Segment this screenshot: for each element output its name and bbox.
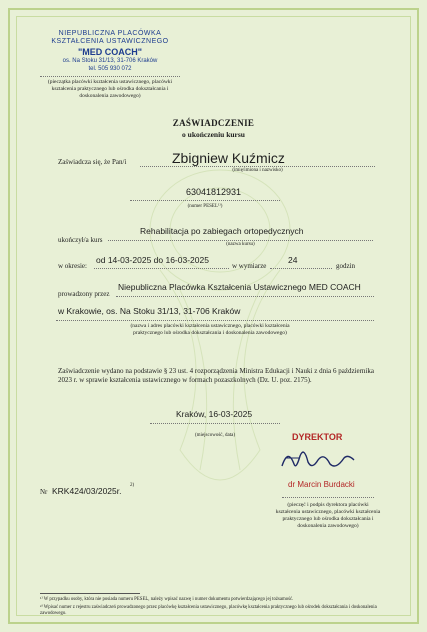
place-date-value: Kraków, 16-03-2025: [176, 409, 253, 419]
organizer-address-dotted-line: [56, 320, 374, 321]
number-label: Nr: [40, 488, 48, 496]
course-label: ukończył/a kurs: [58, 236, 103, 244]
organizer-label: prowadzony przez: [58, 290, 110, 298]
footnote-2: ²⁾ Wpisać numer z rejestru zaświadczeń prowadzonego przez placówkę kształcenia ustawicznego, placówkę kształcenia praktycznego lub ośrodek dokształcania i doskonalenia zawodowego.: [40, 605, 377, 617]
certificate-subtitle: o ukończeniu kursu: [182, 130, 245, 139]
period-dotted-line: [94, 268, 229, 269]
director-name: dr Marcin Burdacki: [288, 480, 355, 489]
place-date-hint: (miejscowość, data): [195, 433, 235, 438]
footnote-separator: [40, 593, 140, 594]
header-phone: tel. 505 930 072: [88, 66, 132, 72]
number-value: KRK424/03/2025r.: [52, 486, 122, 496]
organizer-name: Niepubliczna Placówka Kształcenia Ustawicznego MED COACH: [118, 282, 361, 292]
course-hint: (nazwa kursu): [226, 242, 255, 247]
footnote-1: ¹⁾ W przypadku osoby, która nie posiada numeru PESEL, należy wpisać nazwę i numer dokumentu potwierdzającego jej tożsamość.: [40, 597, 294, 602]
pesel-hint: (numer PESEL¹⁾): [187, 204, 223, 209]
course-name: Rehabilitacja po zabiegach ortopedycznych: [140, 226, 304, 236]
organizer-dotted-line: [116, 296, 374, 297]
header-organization-name: "MED COACH": [77, 47, 143, 57]
organizer-hint: (nazwa i adres placówki kształcenia ustawicznego, placówki kształcenia praktycznego lub ośrodka dokształcania i doskonalenia zawodowego): [130, 323, 290, 336]
hours-dotted-line: [270, 268, 332, 269]
pesel-value: 63041812931: [186, 187, 242, 197]
organizer-address: w Krakowie, os. Na Stoku 31/13, 31-706 Kraków: [58, 306, 241, 316]
hours-label: w wymiarze: [232, 262, 267, 270]
hours-unit: godzin: [336, 262, 356, 270]
person-label: Zaświadcza się, że Pan/i: [58, 158, 127, 166]
person-hint: (imię/imiona i nazwisko): [232, 168, 283, 173]
period-value: od 14-03-2025 do 16-03-2025: [96, 255, 209, 265]
number-footmark: 2): [130, 483, 135, 488]
guilloche-ornament-icon: [120, 150, 320, 550]
stamp-dotted-line: [40, 76, 180, 77]
person-dotted-line: [140, 166, 375, 167]
certificate-title: ZAŚWIADCZENIE: [172, 118, 255, 128]
place-date-dotted-line: [150, 423, 280, 424]
legal-basis-text: Zaświadczenie wydano na podstawie § 23 ust. 4 rozporządzenia Ministra Edukacji i Nauki z dnia 6 października 2023 r. w sprawie kształcenia ustawicznego w formach pozaszkolnych (Dz. U. poz. 2175).: [58, 367, 374, 384]
signature-scribble-icon: [278, 444, 358, 474]
stamp-note: (pieczątka placówki kształcenia ustawicznego, placówki kształcenia praktycznego lub ośrodka dokształcania i doskonalenia zawodowego): [47, 79, 173, 99]
period-label: w okresie:: [58, 262, 87, 270]
course-dotted-line: [108, 240, 373, 241]
person-name: Zbigniew Kuźmicz: [172, 150, 285, 166]
header-address: os. Na Stoku 31/13, 31-706 Kraków: [62, 58, 158, 64]
hours-value: 24: [288, 255, 298, 265]
signature-hint: (pieczęć i podpis dyrektora placówki kształcenia ustawicznego, placówki kształcenia praktycznego lub ośrodka dokształcania i doskonalenia zawodowego): [275, 502, 381, 529]
signature-dotted-line: [282, 497, 374, 498]
director-title: DYREKTOR: [292, 432, 343, 442]
header-line-1: NIEPUBLICZNA PLACÓWKA: [58, 30, 162, 37]
pesel-dotted-line: [130, 200, 280, 201]
header-line-2: KSZTAŁCENIA USTAWICZNEGO: [51, 38, 169, 45]
